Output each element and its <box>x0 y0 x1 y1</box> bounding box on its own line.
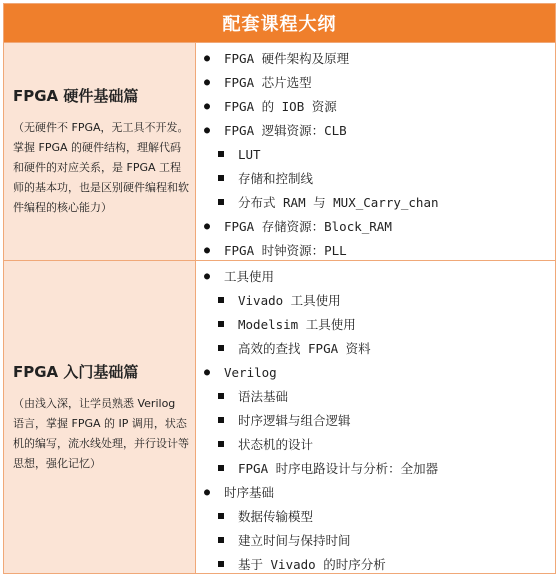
list-item <box>196 480 555 504</box>
list-item <box>196 288 555 312</box>
syllabus-table <box>3 3 556 574</box>
list-item <box>196 214 555 238</box>
list-item <box>196 432 555 456</box>
list-item <box>196 456 555 480</box>
list-item <box>196 46 555 70</box>
section-title: FPGA 硬件基础篇 <box>13 87 139 105</box>
list-item <box>196 190 555 214</box>
section-cell <box>4 43 196 260</box>
section-title: FPGA 入门基础篇 <box>13 362 139 381</box>
square-bullet-icon <box>218 297 224 303</box>
round-bullet-icon: ● <box>204 366 211 378</box>
list-item <box>196 408 555 432</box>
topic-list <box>196 261 555 573</box>
table-row <box>4 43 555 261</box>
section-description: （由浅入深，让学员熟悉 Verilog 语言，掌握 FPGA 的 IP 调用，状态机的编写，流水线处理，并行设计等思想，强化记忆） <box>13 396 189 470</box>
list-item <box>196 166 555 190</box>
round-bullet-icon: ● <box>204 270 211 282</box>
table-header: 配套课程大纲 <box>4 4 555 43</box>
topic-list <box>196 43 555 260</box>
square-bullet-icon <box>218 175 224 181</box>
round-bullet-icon: ● <box>204 76 211 88</box>
list-item-text: 分布式 RAM 与 MUX_Carry_chan <box>238 195 439 210</box>
list-item-text: FPGA 芯片选型 <box>224 75 312 90</box>
list-item-text: FPGA 存储资源：Block_RAM <box>224 219 392 234</box>
square-bullet-icon <box>218 441 224 447</box>
list-item <box>196 552 555 576</box>
list-item-text: FPGA 硬件架构及原理 <box>224 51 350 66</box>
list-item <box>196 504 555 528</box>
list-item-text: 基于 Vivado 的时序分析 <box>238 557 386 572</box>
square-bullet-icon <box>218 513 224 519</box>
list-item <box>196 360 555 384</box>
square-bullet-icon <box>218 151 224 157</box>
list-item-text: 数据传输模型 <box>238 509 314 524</box>
list-item <box>196 528 555 552</box>
list-item-text: 状态机的设计 <box>238 437 314 452</box>
square-bullet-icon <box>218 345 224 351</box>
list-item <box>196 336 555 360</box>
square-bullet-icon <box>218 417 224 423</box>
list-item <box>196 384 555 408</box>
round-bullet-icon: ● <box>204 244 211 256</box>
table-row <box>4 261 555 573</box>
list-item-text: 时序基础 <box>224 485 275 500</box>
square-bullet-icon <box>218 465 224 471</box>
list-item-text: Verilog <box>224 364 277 380</box>
list-item-text: FPGA 逻辑资源：CLB <box>224 123 347 138</box>
list-item <box>196 142 555 166</box>
list-item <box>196 118 555 142</box>
square-bullet-icon <box>218 321 224 327</box>
list-item <box>196 238 555 262</box>
list-item-text: 语法基础 <box>238 389 289 404</box>
section-cell <box>4 261 196 573</box>
round-bullet-icon: ● <box>204 52 211 64</box>
round-bullet-icon: ● <box>204 124 211 136</box>
list-item-text: FPGA 时钟资源：PLL <box>224 243 347 258</box>
list-item-text: 高效的查找 FPGA 资料 <box>238 341 371 356</box>
list-item-text: 存储和控制线 <box>238 171 314 186</box>
round-bullet-icon: ● <box>204 486 211 498</box>
list-item <box>196 312 555 336</box>
square-bullet-icon <box>218 199 224 205</box>
section-description: （无硬件不 FPGA，无工具不开发。掌握 FPGA 的硬件结构，理解代码和硬件的对应关系，是 FPGA 工程师的基本功，也是区别硬件编程和软件编程的核心能力） <box>13 121 189 214</box>
list-item-text: FPGA 时序电路设计与分析：全加器 <box>238 461 439 476</box>
list-item-text: Vivado 工具使用 <box>238 293 341 308</box>
list-item <box>196 94 555 118</box>
list-item-text: FPGA 的 IOB 资源 <box>224 99 337 114</box>
list-item <box>196 70 555 94</box>
square-bullet-icon <box>218 393 224 399</box>
list-item-text: Modelsim 工具使用 <box>238 317 356 332</box>
square-bullet-icon <box>218 537 224 543</box>
list-item <box>196 264 555 288</box>
round-bullet-icon: ● <box>204 220 211 232</box>
list-item-text: 建立时间与保持时间 <box>238 533 351 548</box>
round-bullet-icon: ● <box>204 100 211 112</box>
square-bullet-icon <box>218 561 224 567</box>
list-item-text: 时序逻辑与组合逻辑 <box>238 413 351 428</box>
list-item-text: 工具使用 <box>224 269 275 284</box>
list-item-text: LUT <box>238 146 261 162</box>
